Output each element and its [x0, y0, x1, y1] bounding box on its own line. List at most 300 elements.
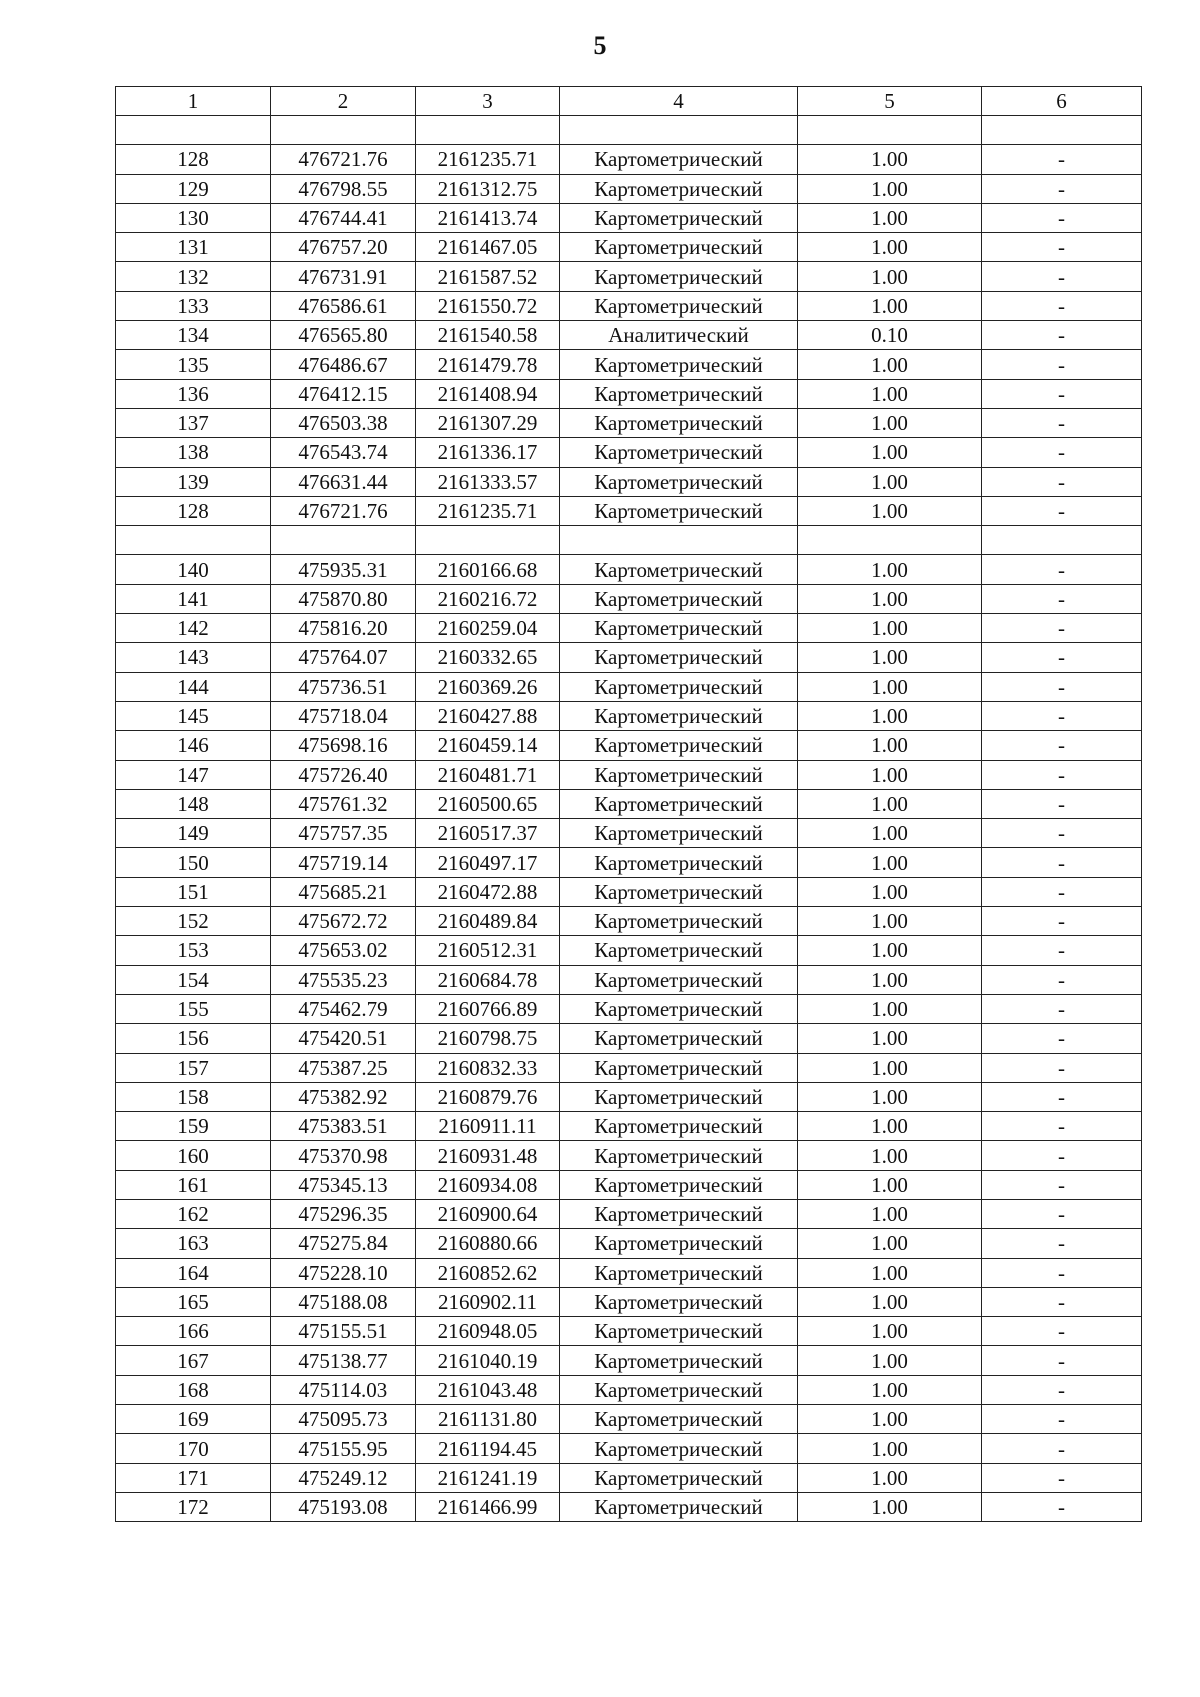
description-cell: -	[982, 233, 1142, 262]
description-cell: -	[982, 994, 1142, 1023]
method-cell: Картометрический	[560, 1024, 798, 1053]
point-number-cell	[116, 526, 271, 555]
x-coordinate-cell: 475757.35	[271, 819, 416, 848]
point-number-cell: 132	[116, 262, 271, 291]
table-row	[116, 1346, 1142, 1375]
table-row	[116, 1463, 1142, 1492]
point-number-cell: 141	[116, 584, 271, 613]
table-row	[116, 760, 1142, 789]
description-cell: -	[982, 1346, 1142, 1375]
accuracy-cell: 1.00	[798, 467, 982, 496]
y-coordinate-cell: 2160369.26	[416, 672, 560, 701]
y-coordinate-cell: 2161413.74	[416, 203, 560, 232]
method-cell: Картометрический	[560, 1141, 798, 1170]
method-cell: Картометрический	[560, 643, 798, 672]
description-cell: -	[982, 174, 1142, 203]
x-coordinate-cell: 475383.51	[271, 1112, 416, 1141]
point-number-cell: 146	[116, 731, 271, 760]
y-coordinate-cell: 2160766.89	[416, 994, 560, 1023]
header-cell: 5	[798, 87, 982, 116]
accuracy-cell: 1.00	[798, 1199, 982, 1228]
x-coordinate-cell: 476586.61	[271, 291, 416, 320]
x-coordinate-cell: 475718.04	[271, 701, 416, 730]
table-row	[116, 1405, 1142, 1434]
point-number-cell: 140	[116, 555, 271, 584]
point-number-cell: 151	[116, 877, 271, 906]
description-cell: -	[982, 1375, 1142, 1404]
accuracy-cell: 1.00	[798, 233, 982, 262]
table-row	[116, 907, 1142, 936]
description-cell: -	[982, 262, 1142, 291]
x-coordinate-cell: 475462.79	[271, 994, 416, 1023]
x-coordinate-cell: 475672.72	[271, 907, 416, 936]
accuracy-cell: 1.00	[798, 1317, 982, 1346]
point-number-cell: 134	[116, 321, 271, 350]
y-coordinate-cell: 2161043.48	[416, 1375, 560, 1404]
point-number-cell: 129	[116, 174, 271, 203]
y-coordinate-cell	[416, 116, 560, 145]
table-row	[116, 1141, 1142, 1170]
y-coordinate-cell: 2160852.62	[416, 1258, 560, 1287]
x-coordinate-cell: 476412.15	[271, 379, 416, 408]
x-coordinate-cell: 475387.25	[271, 1053, 416, 1082]
accuracy-cell: 1.00	[798, 614, 982, 643]
method-cell: Картометрический	[560, 701, 798, 730]
x-coordinate-cell: 475653.02	[271, 936, 416, 965]
x-coordinate-cell: 475935.31	[271, 555, 416, 584]
y-coordinate-cell: 2161587.52	[416, 262, 560, 291]
accuracy-cell: 1.00	[798, 789, 982, 818]
x-coordinate-cell: 475764.07	[271, 643, 416, 672]
method-cell: Картометрический	[560, 555, 798, 584]
y-coordinate-cell: 2161307.29	[416, 408, 560, 437]
table-row	[116, 614, 1142, 643]
method-cell: Картометрический	[560, 584, 798, 613]
description-cell: -	[982, 203, 1142, 232]
table-row	[116, 701, 1142, 730]
x-coordinate-cell: 476543.74	[271, 438, 416, 467]
table-row	[116, 1170, 1142, 1199]
y-coordinate-cell: 2160459.14	[416, 731, 560, 760]
accuracy-cell: 1.00	[798, 408, 982, 437]
accuracy-cell: 1.00	[798, 1141, 982, 1170]
point-number-cell: 160	[116, 1141, 271, 1170]
point-number-cell: 158	[116, 1082, 271, 1111]
description-cell: -	[982, 789, 1142, 818]
x-coordinate-cell: 475870.80	[271, 584, 416, 613]
accuracy-cell: 1.00	[798, 643, 982, 672]
accuracy-cell: 1.00	[798, 1405, 982, 1434]
x-coordinate-cell: 475296.35	[271, 1199, 416, 1228]
point-number-cell: 144	[116, 672, 271, 701]
point-number-cell: 157	[116, 1053, 271, 1082]
method-cell: Картометрический	[560, 672, 798, 701]
table-row	[116, 526, 1142, 555]
x-coordinate-cell: 475345.13	[271, 1170, 416, 1199]
point-number-cell: 168	[116, 1375, 271, 1404]
table-row	[116, 877, 1142, 906]
accuracy-cell: 1.00	[798, 379, 982, 408]
method-cell	[560, 526, 798, 555]
table-header-row	[116, 87, 1142, 116]
description-cell: -	[982, 877, 1142, 906]
x-coordinate-cell: 475726.40	[271, 760, 416, 789]
method-cell: Картометрический	[560, 936, 798, 965]
y-coordinate-cell: 2160934.08	[416, 1170, 560, 1199]
table-row	[116, 848, 1142, 877]
accuracy-cell	[798, 116, 982, 145]
table-row	[116, 584, 1142, 613]
x-coordinate-cell	[271, 116, 416, 145]
y-coordinate-cell: 2161333.57	[416, 467, 560, 496]
header-cell: 2	[271, 87, 416, 116]
y-coordinate-cell: 2160500.65	[416, 789, 560, 818]
accuracy-cell: 1.00	[798, 1375, 982, 1404]
method-cell: Картометрический	[560, 994, 798, 1023]
method-cell: Картометрический	[560, 965, 798, 994]
table-row	[116, 936, 1142, 965]
table-row	[116, 1229, 1142, 1258]
method-cell: Картометрический	[560, 731, 798, 760]
description-cell: -	[982, 1434, 1142, 1463]
y-coordinate-cell	[416, 526, 560, 555]
description-cell: -	[982, 1082, 1142, 1111]
description-cell: -	[982, 1141, 1142, 1170]
method-cell: Картометрический	[560, 1434, 798, 1463]
point-number-cell: 133	[116, 291, 271, 320]
method-cell: Картометрический	[560, 1170, 798, 1199]
point-number-cell: 131	[116, 233, 271, 262]
x-coordinate-cell: 475382.92	[271, 1082, 416, 1111]
x-coordinate-cell: 475736.51	[271, 672, 416, 701]
point-number-cell: 138	[116, 438, 271, 467]
table-row	[116, 994, 1142, 1023]
point-number-cell: 143	[116, 643, 271, 672]
table-row	[116, 174, 1142, 203]
y-coordinate-cell: 2161550.72	[416, 291, 560, 320]
table-row	[116, 1492, 1142, 1521]
header-cell: 1	[116, 87, 271, 116]
description-cell	[982, 116, 1142, 145]
point-number-cell: 167	[116, 1346, 271, 1375]
point-number-cell: 128	[116, 496, 271, 525]
x-coordinate-cell: 475420.51	[271, 1024, 416, 1053]
description-cell: -	[982, 614, 1142, 643]
point-number-cell: 171	[116, 1463, 271, 1492]
accuracy-cell: 1.00	[798, 1492, 982, 1521]
y-coordinate-cell: 2160798.75	[416, 1024, 560, 1053]
method-cell: Картометрический	[560, 1346, 798, 1375]
point-number-cell: 153	[116, 936, 271, 965]
table-row	[116, 789, 1142, 818]
description-cell: -	[982, 1053, 1142, 1082]
point-number-cell: 159	[116, 1112, 271, 1141]
table-row	[116, 1317, 1142, 1346]
point-number-cell: 148	[116, 789, 271, 818]
method-cell: Картометрический	[560, 819, 798, 848]
method-cell: Картометрический	[560, 848, 798, 877]
table-row	[116, 643, 1142, 672]
accuracy-cell: 1.00	[798, 877, 982, 906]
description-cell: -	[982, 467, 1142, 496]
x-coordinate-cell: 476744.41	[271, 203, 416, 232]
accuracy-cell: 1.00	[798, 965, 982, 994]
x-coordinate-cell: 475155.95	[271, 1434, 416, 1463]
point-number-cell: 139	[116, 467, 271, 496]
method-cell: Картометрический	[560, 1375, 798, 1404]
table-row	[116, 1375, 1142, 1404]
y-coordinate-cell: 2160472.88	[416, 877, 560, 906]
y-coordinate-cell: 2160481.71	[416, 760, 560, 789]
table-row	[116, 731, 1142, 760]
point-number-cell: 150	[116, 848, 271, 877]
point-number-cell: 149	[116, 819, 271, 848]
description-cell: -	[982, 408, 1142, 437]
point-number-cell: 130	[116, 203, 271, 232]
description-cell: -	[982, 584, 1142, 613]
description-cell: -	[982, 1317, 1142, 1346]
accuracy-cell: 1.00	[798, 1082, 982, 1111]
point-number-cell: 147	[116, 760, 271, 789]
method-cell: Картометрический	[560, 233, 798, 262]
accuracy-cell: 1.00	[798, 848, 982, 877]
table-row	[116, 1434, 1142, 1463]
point-number-cell: 155	[116, 994, 271, 1023]
point-number-cell: 135	[116, 350, 271, 379]
method-cell: Картометрический	[560, 291, 798, 320]
accuracy-cell: 1.00	[798, 1229, 982, 1258]
y-coordinate-cell: 2160948.05	[416, 1317, 560, 1346]
y-coordinate-cell: 2161235.71	[416, 496, 560, 525]
point-number-cell: 128	[116, 145, 271, 174]
y-coordinate-cell: 2161408.94	[416, 379, 560, 408]
accuracy-cell: 1.00	[798, 1024, 982, 1053]
accuracy-cell: 0.10	[798, 321, 982, 350]
table-row	[116, 467, 1142, 496]
accuracy-cell: 1.00	[798, 174, 982, 203]
y-coordinate-cell: 2160427.88	[416, 701, 560, 730]
accuracy-cell: 1.00	[798, 1434, 982, 1463]
method-cell: Картометрический	[560, 1287, 798, 1316]
method-cell: Картометрический	[560, 789, 798, 818]
x-coordinate-cell: 476731.91	[271, 262, 416, 291]
y-coordinate-cell: 2161540.58	[416, 321, 560, 350]
x-coordinate-cell	[271, 526, 416, 555]
accuracy-cell: 1.00	[798, 819, 982, 848]
description-cell: -	[982, 701, 1142, 730]
description-cell: -	[982, 1405, 1142, 1434]
point-number-cell: 165	[116, 1287, 271, 1316]
description-cell: -	[982, 731, 1142, 760]
y-coordinate-cell: 2160880.66	[416, 1229, 560, 1258]
x-coordinate-cell: 475114.03	[271, 1375, 416, 1404]
description-cell: -	[982, 1024, 1142, 1053]
x-coordinate-cell: 476503.38	[271, 408, 416, 437]
x-coordinate-cell: 476757.20	[271, 233, 416, 262]
description-cell: -	[982, 1287, 1142, 1316]
description-cell	[982, 526, 1142, 555]
y-coordinate-cell: 2160911.11	[416, 1112, 560, 1141]
method-cell: Картометрический	[560, 877, 798, 906]
table-row	[116, 496, 1142, 525]
y-coordinate-cell: 2160166.68	[416, 555, 560, 584]
x-coordinate-cell: 476721.76	[271, 145, 416, 174]
description-cell: -	[982, 907, 1142, 936]
table-row	[116, 116, 1142, 145]
method-cell: Картометрический	[560, 1405, 798, 1434]
description-cell: -	[982, 555, 1142, 584]
point-number-cell: 152	[116, 907, 271, 936]
method-cell: Картометрический	[560, 438, 798, 467]
y-coordinate-cell: 2161467.05	[416, 233, 560, 262]
method-cell: Картометрический	[560, 379, 798, 408]
table-row	[116, 233, 1142, 262]
description-cell: -	[982, 321, 1142, 350]
accuracy-cell: 1.00	[798, 555, 982, 584]
accuracy-cell: 1.00	[798, 291, 982, 320]
y-coordinate-cell: 2160931.48	[416, 1141, 560, 1170]
method-cell: Картометрический	[560, 174, 798, 203]
accuracy-cell: 1.00	[798, 496, 982, 525]
x-coordinate-cell: 476721.76	[271, 496, 416, 525]
accuracy-cell: 1.00	[798, 1053, 982, 1082]
table-row	[116, 350, 1142, 379]
x-coordinate-cell: 475275.84	[271, 1229, 416, 1258]
accuracy-cell: 1.00	[798, 584, 982, 613]
method-cell: Картометрический	[560, 262, 798, 291]
y-coordinate-cell: 2160879.76	[416, 1082, 560, 1111]
accuracy-cell: 1.00	[798, 438, 982, 467]
method-cell: Картометрический	[560, 1492, 798, 1521]
x-coordinate-cell: 475228.10	[271, 1258, 416, 1287]
y-coordinate-cell: 2160497.17	[416, 848, 560, 877]
table-row	[116, 291, 1142, 320]
table-row	[116, 145, 1142, 174]
table-row	[116, 1199, 1142, 1228]
description-cell: -	[982, 819, 1142, 848]
x-coordinate-cell: 475761.32	[271, 789, 416, 818]
page-number: 5	[593, 31, 607, 60]
x-coordinate-cell: 475535.23	[271, 965, 416, 994]
accuracy-cell: 1.00	[798, 1170, 982, 1199]
description-cell: -	[982, 1229, 1142, 1258]
x-coordinate-cell: 475698.16	[271, 731, 416, 760]
description-cell: -	[982, 1170, 1142, 1199]
point-number-cell: 169	[116, 1405, 271, 1434]
table-row	[116, 1287, 1142, 1316]
description-cell: -	[982, 1463, 1142, 1492]
description-cell: -	[982, 672, 1142, 701]
method-cell: Картометрический	[560, 907, 798, 936]
accuracy-cell	[798, 526, 982, 555]
accuracy-cell: 1.00	[798, 760, 982, 789]
y-coordinate-cell: 2160259.04	[416, 614, 560, 643]
method-cell: Картометрический	[560, 1112, 798, 1141]
table-row	[116, 203, 1142, 232]
method-cell: Картометрический	[560, 614, 798, 643]
table-row	[116, 1112, 1142, 1141]
x-coordinate-cell: 476486.67	[271, 350, 416, 379]
x-coordinate-cell: 475816.20	[271, 614, 416, 643]
y-coordinate-cell: 2160512.31	[416, 936, 560, 965]
description-cell: -	[982, 760, 1142, 789]
y-coordinate-cell: 2160216.72	[416, 584, 560, 613]
method-cell: Картометрический	[560, 408, 798, 437]
description-cell: -	[982, 379, 1142, 408]
accuracy-cell: 1.00	[798, 145, 982, 174]
method-cell: Картометрический	[560, 467, 798, 496]
x-coordinate-cell: 475193.08	[271, 1492, 416, 1521]
method-cell: Картометрический	[560, 350, 798, 379]
description-cell: -	[982, 1492, 1142, 1521]
description-cell: -	[982, 350, 1142, 379]
y-coordinate-cell: 2160489.84	[416, 907, 560, 936]
y-coordinate-cell: 2160832.33	[416, 1053, 560, 1082]
method-cell: Картометрический	[560, 203, 798, 232]
y-coordinate-cell: 2161194.45	[416, 1434, 560, 1463]
x-coordinate-cell: 476631.44	[271, 467, 416, 496]
method-cell: Картометрический	[560, 1258, 798, 1287]
x-coordinate-cell: 475095.73	[271, 1405, 416, 1434]
x-coordinate-cell: 475249.12	[271, 1463, 416, 1492]
accuracy-cell: 1.00	[798, 936, 982, 965]
accuracy-cell: 1.00	[798, 350, 982, 379]
point-number-cell: 137	[116, 408, 271, 437]
table-row	[116, 438, 1142, 467]
point-number-cell: 172	[116, 1492, 271, 1521]
y-coordinate-cell: 2160900.64	[416, 1199, 560, 1228]
table-row	[116, 408, 1142, 437]
accuracy-cell: 1.00	[798, 994, 982, 1023]
description-cell: -	[982, 936, 1142, 965]
y-coordinate-cell: 2160684.78	[416, 965, 560, 994]
description-cell: -	[982, 965, 1142, 994]
y-coordinate-cell: 2160902.11	[416, 1287, 560, 1316]
y-coordinate-cell: 2161241.19	[416, 1463, 560, 1492]
point-number-cell: 162	[116, 1199, 271, 1228]
description-cell: -	[982, 1199, 1142, 1228]
point-number-cell: 136	[116, 379, 271, 408]
description-cell: -	[982, 643, 1142, 672]
point-number-cell: 156	[116, 1024, 271, 1053]
x-coordinate-cell: 476565.80	[271, 321, 416, 350]
description-cell: -	[982, 145, 1142, 174]
accuracy-cell: 1.00	[798, 1258, 982, 1287]
method-cell: Картометрический	[560, 1463, 798, 1492]
accuracy-cell: 1.00	[798, 1112, 982, 1141]
header-cell: 3	[416, 87, 560, 116]
point-number-cell: 142	[116, 614, 271, 643]
point-number-cell: 154	[116, 965, 271, 994]
y-coordinate-cell: 2161312.75	[416, 174, 560, 203]
y-coordinate-cell: 2161235.71	[416, 145, 560, 174]
point-number-cell: 164	[116, 1258, 271, 1287]
description-cell: -	[982, 1258, 1142, 1287]
x-coordinate-cell: 476798.55	[271, 174, 416, 203]
point-number-cell: 145	[116, 701, 271, 730]
table-row	[116, 1053, 1142, 1082]
x-coordinate-cell: 475719.14	[271, 848, 416, 877]
method-cell: Картометрический	[560, 1082, 798, 1111]
accuracy-cell: 1.00	[798, 907, 982, 936]
table-row	[116, 379, 1142, 408]
table-row	[116, 262, 1142, 291]
method-cell: Картометрический	[560, 145, 798, 174]
table-row	[116, 672, 1142, 701]
point-number-cell: 161	[116, 1170, 271, 1199]
method-cell: Картометрический	[560, 1199, 798, 1228]
accuracy-cell: 1.00	[798, 262, 982, 291]
